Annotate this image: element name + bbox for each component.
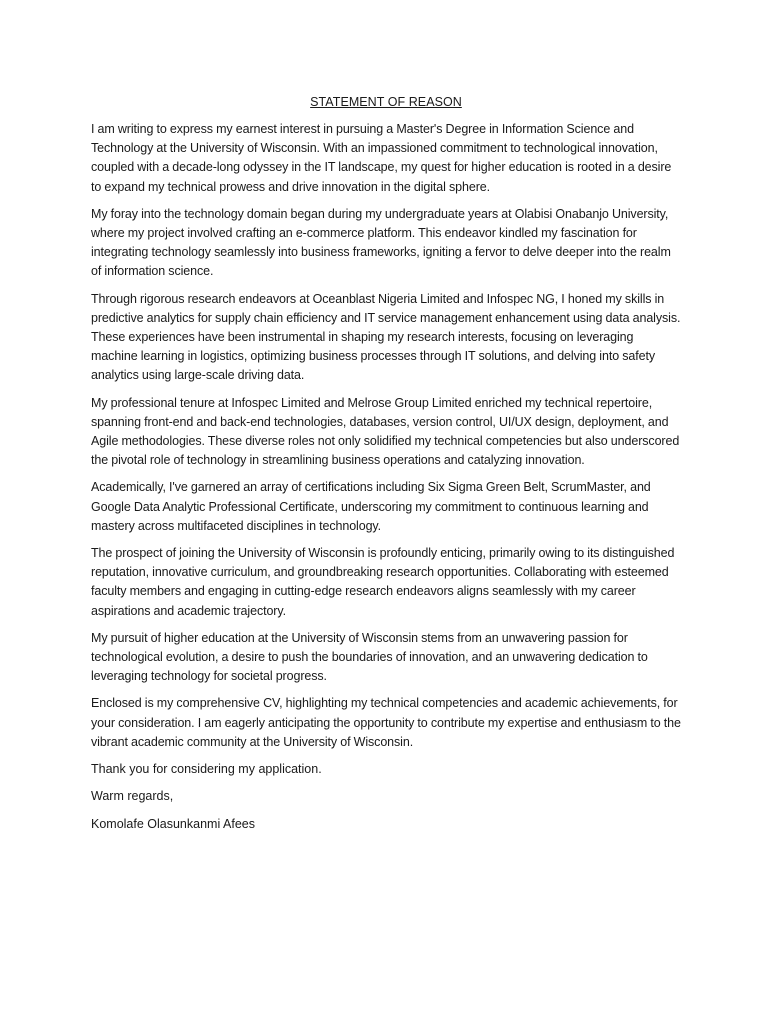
signoff-line: Warm regards, xyxy=(91,789,174,804)
thanks-line: Thank you for considering my application. xyxy=(91,762,322,777)
paragraph-enclosure: Enclosed is my comprehensive CV, highlighting my technical competencies and academic achievements, for your consideration. I am eagerly anticipating the opportunity to contribute my expertise and enthusiasm to the vibrant academic community at the University of Wisconsin. xyxy=(91,696,681,749)
paragraph-university: The prospect of joining the University of Wisconsin is profoundly enticing, primarily owing to its distinguished reputation, innovative curriculum, and groundbreaking research opportunities. Collaborating with esteemed faculty members and engaging in cutting-edge research endeavors aligns seamlessly with my career aspirations and academic trajectory. xyxy=(91,546,675,618)
paragraph-intro: I am writing to express my earnest interest in pursuing a Master's Degree in Information Science and Technology at the University of Wisconsin. With an impassioned commitment to technological innovation, coupled with a decade-long odyssey in the IT landscape, my quest for higher education is rooted in a desire to expand my technical prowess and drive innovation in the digital sphere. xyxy=(91,122,672,194)
paragraph-motivation: My pursuit of higher education at the University of Wisconsin stems from an unwavering passion for technological evolution, a desire to push the boundaries of innovation, and an unwavering dedication to leveraging technology for societal progress. xyxy=(91,630,648,684)
document-title: STATEMENT OF REASON xyxy=(310,95,462,109)
paragraph-undergraduate: My foray into the technology domain began during my undergraduate years at Olabisi Onabanjo University, where my project involved crafting an e-commerce platform. This endeavor kindled my fascination for integrating technology seamlessly into business frameworks, igniting a fervor to delve deeper into the realm of information science. xyxy=(91,206,671,279)
document-body xyxy=(91,94,681,842)
paragraph-professional: My professional tenure at Infospec Limited and Melrose Group Limited enriched my technical repertoire, spanning front-end and back-end technologies, databases, version control, UI/UX design, deployment, and Agile methodologies. These diverse roles not only solidified my technical competencies but also underscored the pivotal role of technology in streamlining business operations and catalyzing innovation. xyxy=(91,395,680,468)
paragraph-research: Through rigorous research endeavors at Oceanblast Nigeria Limited and Infospec NG, I honed my skills in predictive analytics for supply chain efficiency and IT service management enhancement using data analysis. These experiences have been instrumental in shaping my research interests, focusing on leveraging machine learning in logistics, optimizing business processes through IT solutions, and delving into safety analytics using large-scale driving data. xyxy=(91,291,681,383)
signature-name: Komolafe Olasunkanmi Afees xyxy=(91,816,255,831)
paragraph-certifications: Academically, I've garnered an array of certifications including Six Sigma Green Belt, ScrumMaster, and Google Data Analytic Professional Certificate, underscoring my commitment to continuous learning and mastery across multifaceted disciplines in technology. xyxy=(91,480,651,533)
